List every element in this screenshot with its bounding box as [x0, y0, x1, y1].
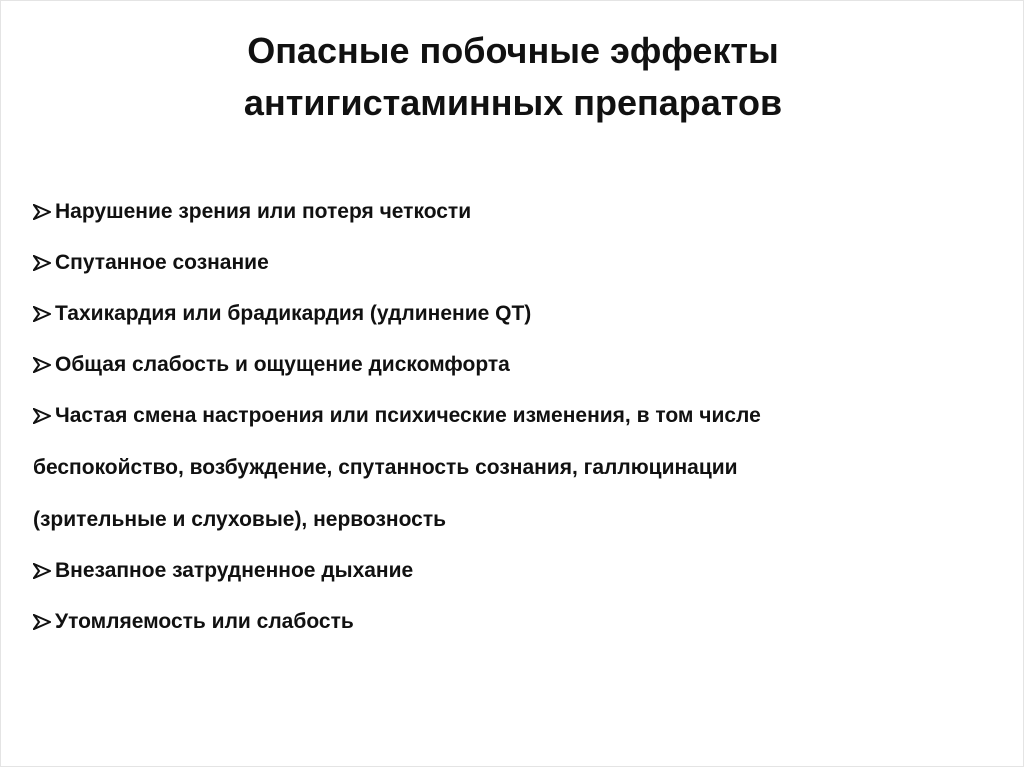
list-item — [33, 352, 993, 378]
list-item-line-1: Частая смена настроения или психические изменения, в том числе — [55, 404, 761, 427]
list-item — [33, 390, 993, 546]
slide-title — [1, 25, 1024, 129]
list-item-text: Общая слабость и ощущение дискомфорта — [55, 353, 510, 376]
list-item-text: Спутанное сознание — [55, 251, 269, 274]
list-item-text — [33, 390, 993, 546]
arrowhead-bullet-icon — [33, 250, 55, 276]
arrowhead-bullet-icon — [33, 390, 55, 442]
arrowhead-bullet-icon — [33, 558, 55, 584]
list-item-line-2: беспокойство, возбуждение, спутанность сознания, галлюцинации — [33, 456, 738, 479]
list-item-text: Внезапное затрудненное дыхание — [55, 559, 414, 582]
list-item — [33, 558, 993, 584]
arrowhead-bullet-icon — [33, 199, 55, 225]
arrowhead-bullet-icon — [33, 352, 55, 378]
slide-title-line-2: антигистаминных препаратов — [243, 82, 783, 123]
list-item — [33, 609, 993, 635]
bullet-list — [33, 199, 993, 660]
list-item — [33, 301, 993, 327]
list-item-text: Тахикардия или брадикардия (удлинение QT) — [55, 302, 532, 325]
list-item — [33, 199, 993, 225]
slide-title-line-1: Опасные побочные эффекты — [247, 30, 779, 71]
arrowhead-bullet-icon — [33, 609, 55, 635]
list-item-text: Нарушение зрения или потеря четкости — [55, 200, 472, 223]
arrowhead-bullet-icon — [33, 301, 55, 327]
list-item-text: Утомляемость или слабость — [55, 610, 354, 633]
list-item-line-3: (зрительные и слуховые), нервозность — [33, 508, 447, 531]
list-item — [33, 250, 993, 276]
